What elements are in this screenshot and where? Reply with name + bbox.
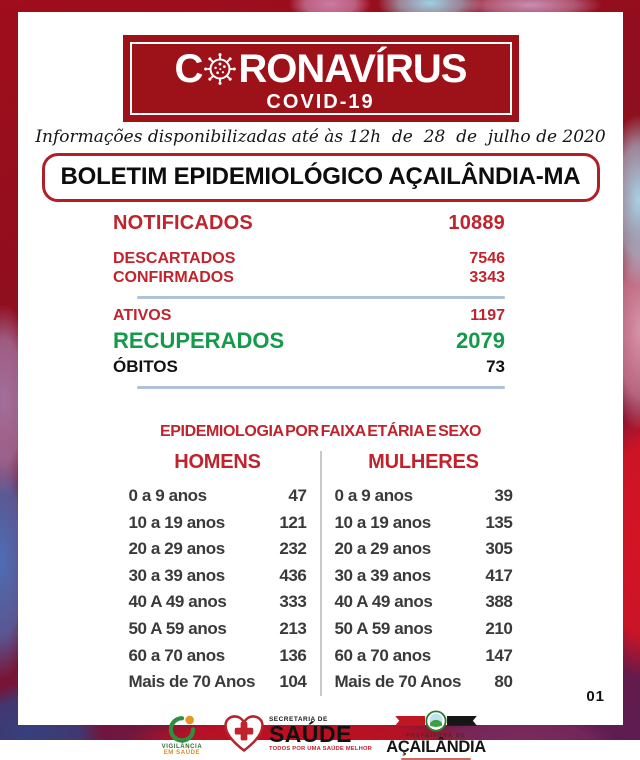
table-row <box>335 589 513 616</box>
stat-value: 7546 <box>469 250 505 267</box>
column-header-homens: HOMENS <box>174 451 261 473</box>
age-label: Mais de 70 Anos <box>334 672 462 692</box>
table-row <box>129 483 307 510</box>
age-label: 0 a 9 anos <box>334 486 413 505</box>
stat-recuperados <box>113 328 505 354</box>
black-ribbon-icon <box>447 716 477 726</box>
stat-ativos <box>113 306 505 326</box>
logo-vigilancia-em-saude <box>151 714 213 756</box>
banner-title-suffix: RONAVÍRUS <box>238 47 467 91</box>
city-emblem-icon <box>425 710 447 732</box>
banner-subtitle: COVID-19 <box>266 91 375 113</box>
saude-top-label: SECRETARIA DE <box>268 715 328 723</box>
divider-line <box>137 296 505 299</box>
stat-notificados <box>113 212 505 235</box>
table-row <box>129 643 307 670</box>
info-date-line: Informações disponibilizadas até às 12h de 28 de julho de 2020 <box>35 127 606 147</box>
acailandia-top-label: PREFEITURA DE <box>406 732 466 739</box>
stat-obitos <box>113 356 505 378</box>
age-value: 104 <box>279 672 307 692</box>
age-label: 50 A 59 anos <box>128 618 227 638</box>
stat-label: NOTIFICADOS <box>113 212 253 234</box>
stat-label: ATIVOS <box>113 307 172 324</box>
age-value: 210 <box>485 618 513 638</box>
coronavirus-banner <box>123 35 519 122</box>
age-label: 60 a 70 anos <box>128 645 225 665</box>
age-value: 305 <box>485 539 513 559</box>
column-homens <box>129 451 307 696</box>
table-row <box>129 589 307 616</box>
age-value: 135 <box>485 512 513 532</box>
column-mulheres <box>320 451 513 696</box>
table-row <box>129 563 307 590</box>
table-row <box>335 536 513 563</box>
ribbon-emblem <box>395 710 477 732</box>
page-number: 01 <box>586 688 605 705</box>
stat-label: RECUPERADOS <box>113 328 285 353</box>
age-value: 147 <box>485 645 513 665</box>
divider-line <box>137 386 505 389</box>
age-value: 136 <box>279 645 307 665</box>
acailandia-name: AÇAILÂNDIA <box>386 737 486 756</box>
column-header-mulheres: MULHERES <box>368 451 479 473</box>
age-value: 47 <box>288 486 307 505</box>
table-row <box>335 510 513 537</box>
stat-label: DESCARTADOS <box>113 250 236 267</box>
age-value: 417 <box>485 565 513 585</box>
saude-name: SAÚDE <box>268 721 352 748</box>
saude-text-block <box>269 717 372 753</box>
stat-value: 10889 <box>448 212 505 234</box>
age-label: 10 a 19 anos <box>334 512 431 532</box>
stat-value: 3343 <box>469 269 505 286</box>
age-label: 30 a 39 anos <box>334 565 431 585</box>
stat-confirmados <box>113 268 505 287</box>
logo-prefeitura-acailandia <box>382 710 490 760</box>
table-row <box>129 669 307 696</box>
age-label: 50 A 59 anos <box>334 618 433 638</box>
age-value: 436 <box>279 565 307 585</box>
age-label: 0 a 9 anos <box>128 486 207 505</box>
age-label: 20 a 29 anos <box>128 539 225 559</box>
age-label: 10 a 19 anos <box>128 512 225 532</box>
age-value: 39 <box>494 486 513 505</box>
virus-icon <box>203 52 237 86</box>
age-value: 213 <box>279 618 307 638</box>
stat-value: 1197 <box>470 307 505 324</box>
age-label: Mais de 70 Anos <box>128 672 256 692</box>
logo-secretaria-de-saude <box>223 715 372 754</box>
table-row <box>335 616 513 643</box>
table-row <box>129 616 307 643</box>
stat-label: ÓBITOS <box>113 357 178 376</box>
swoosh-person-icon <box>166 714 198 743</box>
table-row <box>335 643 513 670</box>
stat-label: CONFIRMADOS <box>113 269 234 286</box>
age-label: 40 A 49 anos <box>128 592 227 612</box>
heart-cross-icon <box>223 715 265 754</box>
age-label: 60 a 70 anos <box>334 645 431 665</box>
table-row <box>335 483 513 510</box>
age-label: 30 a 39 anos <box>128 565 225 585</box>
age-sex-table <box>129 451 513 696</box>
age-value: 232 <box>279 539 307 559</box>
table-row <box>129 536 307 563</box>
vigilancia-line2: EM SAÚDE <box>163 749 201 756</box>
saude-tagline: TODOS POR UMA SAÚDE MELHOR <box>268 746 373 753</box>
epidemiology-section-title: EPIDEMIOLOGIA POR FAIXA ETÁRIA E SEXO <box>159 423 482 440</box>
bulletin-panel <box>18 12 623 756</box>
footer-logos <box>18 710 623 760</box>
stats-summary <box>113 212 505 389</box>
age-label: 20 a 29 anos <box>334 539 431 559</box>
age-value: 388 <box>485 592 513 612</box>
age-value: 333 <box>279 592 307 612</box>
table-row <box>335 563 513 590</box>
red-ribbon-icon <box>395 716 425 726</box>
table-row <box>129 510 307 537</box>
age-value: 121 <box>279 512 307 532</box>
vigilancia-line1: VIGILÂNCIA <box>161 743 203 750</box>
stat-value: 73 <box>486 357 505 376</box>
stat-value: 2079 <box>456 328 505 353</box>
age-value: 80 <box>494 672 513 692</box>
banner-title-prefix: C <box>174 47 203 91</box>
table-row <box>335 669 513 696</box>
bulletin-title: BOLETIM EPIDEMIOLÓGICO AÇAILÂNDIA-MA <box>42 153 600 202</box>
age-label: 40 A 49 anos <box>334 592 433 612</box>
banner-title <box>123 35 519 92</box>
stat-descartados <box>113 249 505 268</box>
